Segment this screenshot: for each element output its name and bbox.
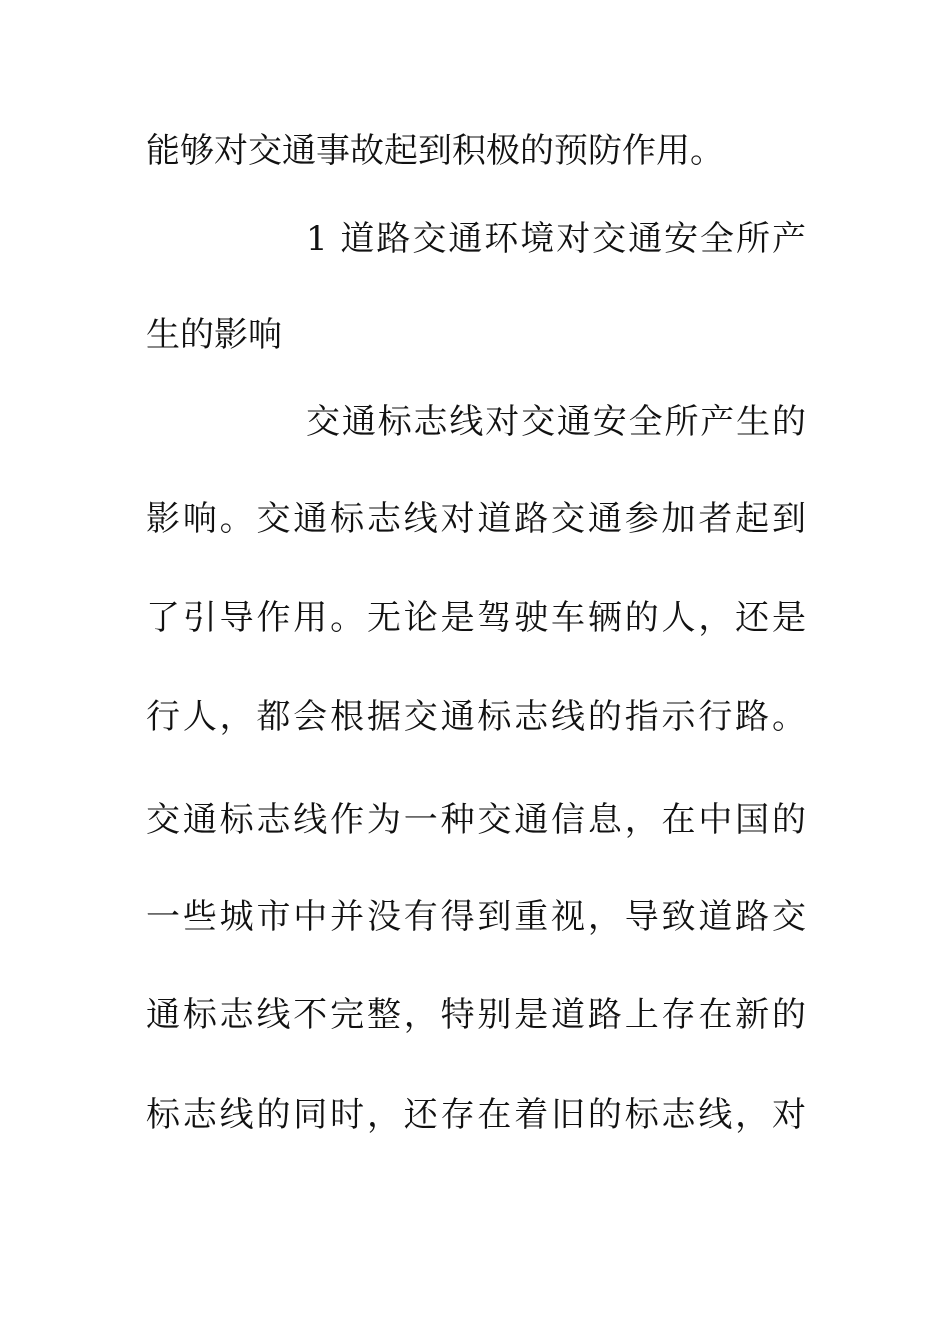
body-text-line: 通标志线不完整，特别是道路上存在新的 bbox=[146, 995, 806, 1035]
body-text-line: 标志线的同时，还存在着旧的标志线，对 bbox=[146, 1095, 806, 1135]
body-text-line: 影响。交通标志线对道路交通参加者起到 bbox=[146, 499, 806, 539]
body-text-line: 了引导作用。无论是驾驶车辆的人，还是 bbox=[146, 598, 806, 638]
section-heading-line: 1 道路交通环境对交通安全所产 bbox=[306, 219, 806, 259]
body-text-line: 行人，都会根据交通标志线的指示行路。 bbox=[146, 697, 806, 737]
paragraph-first-line: 交通标志线对交通安全所产生的 bbox=[306, 402, 806, 442]
body-text-line: 交通标志线作为一种交通信息，在中国的 bbox=[146, 800, 806, 840]
body-text-line: 一些城市中并没有得到重视，导致道路交 bbox=[146, 897, 806, 937]
section-heading-line: 生的影响 bbox=[146, 315, 282, 355]
body-text-line: 能够对交通事故起到积极的预防作用。 bbox=[146, 131, 724, 171]
